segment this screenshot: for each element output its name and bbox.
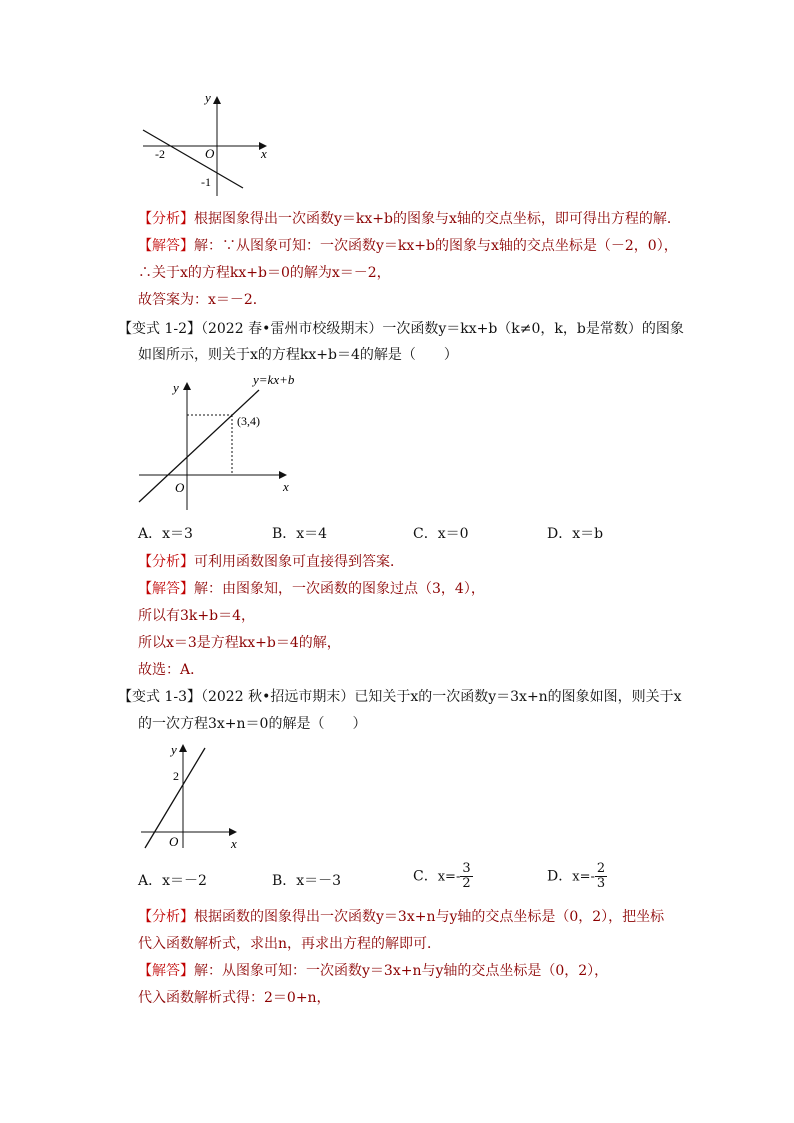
ex3-option-c-numerator: 3 xyxy=(462,861,471,876)
ex2-analysis-tag: 【分析】 xyxy=(138,554,194,570)
ex3-header-line-1: 【变式 1-3】（2022 秋•招远市期末）已知关于x的一次函数y＝3x+n的图象如图，则关于x xyxy=(118,689,682,705)
ex2-header-line-1: 【变式 1-2】（2022 春•雷州市校级期末）一次函数y＝kx+b（k≠0，k，b是常数）的图象 xyxy=(118,321,684,337)
graph-1-neg2-label: -2 xyxy=(155,147,165,161)
ex3-answer-tag: 【解答】 xyxy=(138,963,194,979)
ex2-analysis-text: 可利用函数图象可直接得到答案． xyxy=(194,554,404,570)
ex1-answer-line-3: 故答案为：x＝－2． xyxy=(138,292,267,308)
ex3-analysis-line-2: 代入函数解析式，求出n，再求出方程的解即可． xyxy=(138,936,442,952)
graph-2-function-line xyxy=(139,390,259,502)
graph-3-function-line xyxy=(145,748,205,848)
graph-3-x-arrow xyxy=(229,828,237,836)
graph-1-neg1-label: -1 xyxy=(201,175,211,189)
ex3-option-c-label: C． xyxy=(413,868,438,885)
graph-3-origin-label: O xyxy=(169,834,179,849)
ex1-analysis xyxy=(138,210,681,228)
graph-3-y-arrow xyxy=(179,744,187,752)
graph-2-origin-label: O xyxy=(175,480,185,495)
ex3-option-d-numerator: 2 xyxy=(596,861,606,876)
ex3-answer-line-2: 代入函数解析式得：2＝0+n， xyxy=(138,990,331,1006)
ex3-option-c[interactable] xyxy=(413,862,473,891)
graph-1-y-label: y xyxy=(205,90,211,105)
ex3-answer-text-1: 解：从图象可知：一次函数y＝3x+n与y轴的交点坐标是（0，2）， xyxy=(194,963,609,979)
ex2-analysis xyxy=(138,553,404,571)
ex1-answer-line-2: ∴关于x的方程kx+b＝0的解为x＝－2， xyxy=(138,265,391,281)
ex2-option-b[interactable]: B．x＝4 xyxy=(272,526,328,542)
graph-3-y-label: y xyxy=(171,742,177,757)
ex2-answer-line-4: 故选：A． xyxy=(138,662,205,678)
ex2-answer-line-1 xyxy=(138,580,485,598)
graph-1 xyxy=(135,90,280,200)
graph-1-y-arrow xyxy=(213,96,221,104)
graph-2-line-label: y=kx+b xyxy=(253,372,295,387)
graph-2-x-arrow xyxy=(279,471,287,479)
graph-1-origin-label: O xyxy=(205,146,215,161)
ex2-header-line-2: 如图所示，则关于x的方程kx+b＝4的解是（ ） xyxy=(138,347,458,363)
graph-2-y-arrow xyxy=(183,382,191,390)
ex3-option-d-label: D． xyxy=(547,868,573,885)
graph-1-x-label: x xyxy=(261,146,267,161)
graph-2 xyxy=(135,370,305,515)
graph-2-point-label: (3,4) xyxy=(237,414,260,428)
ex2-answer-text-1: 解：由图象知，一次函数的图象过点（3，4）， xyxy=(194,581,485,597)
ex1-answer-tag: 【解答】 xyxy=(138,238,194,254)
graph-3-x-label: x xyxy=(231,836,237,851)
ex3-option-c-fraction xyxy=(460,862,472,891)
ex3-option-d-fraction xyxy=(595,862,607,891)
ex3-option-b[interactable]: B．x＝－3 xyxy=(272,873,342,889)
graph-3 xyxy=(135,740,250,855)
ex3-option-c-denominator: 2 xyxy=(462,876,471,891)
ex1-answer-line-1 xyxy=(138,237,678,255)
graph-3-two-label: 2 xyxy=(173,769,179,783)
ex3-option-d-denominator: 3 xyxy=(596,876,606,891)
ex3-analysis-text-1: 根据函数的图象得出一次函数y＝3x+n与y轴的交点坐标是（0，2），把坐标 xyxy=(194,909,665,925)
ex1-analysis-tag: 【分析】 xyxy=(138,211,194,227)
ex1-answer-text-1: 解：∵从图象可知：一次函数y＝kx+b的图象与x轴的交点坐标是（－2，0）， xyxy=(194,238,678,254)
ex3-answer-line-1 xyxy=(138,962,608,980)
ex3-option-d[interactable] xyxy=(547,862,607,891)
ex3-header-line-2: 的一次方程3x+n＝0的解是（ ） xyxy=(138,716,367,732)
ex3-analysis-line-1 xyxy=(138,908,664,926)
ex2-option-a[interactable]: A．x＝3 xyxy=(138,526,193,542)
ex2-answer-line-2: 所以有3k+b＝4， xyxy=(138,608,255,624)
ex3-option-d-prefix: x=- xyxy=(572,869,595,885)
ex2-option-d[interactable]: D．x＝b xyxy=(547,526,604,542)
ex3-analysis-tag: 【分析】 xyxy=(138,909,194,925)
ex3-option-c-prefix: x=- xyxy=(437,869,461,885)
ex2-option-c[interactable]: C．x＝0 xyxy=(413,526,469,542)
ex2-answer-line-3: 所以x＝3是方程kx+b＝4的解， xyxy=(138,635,341,651)
graph-2-y-label: y xyxy=(173,380,179,395)
ex2-answer-tag: 【解答】 xyxy=(138,581,194,597)
ex1-analysis-text: 根据图象得出一次函数y＝kx+b的图象与x轴的交点坐标，即可得出方程的解． xyxy=(194,211,681,227)
ex3-option-a[interactable]: A．x＝－2 xyxy=(138,873,207,889)
graph-2-x-label: x xyxy=(283,479,289,494)
